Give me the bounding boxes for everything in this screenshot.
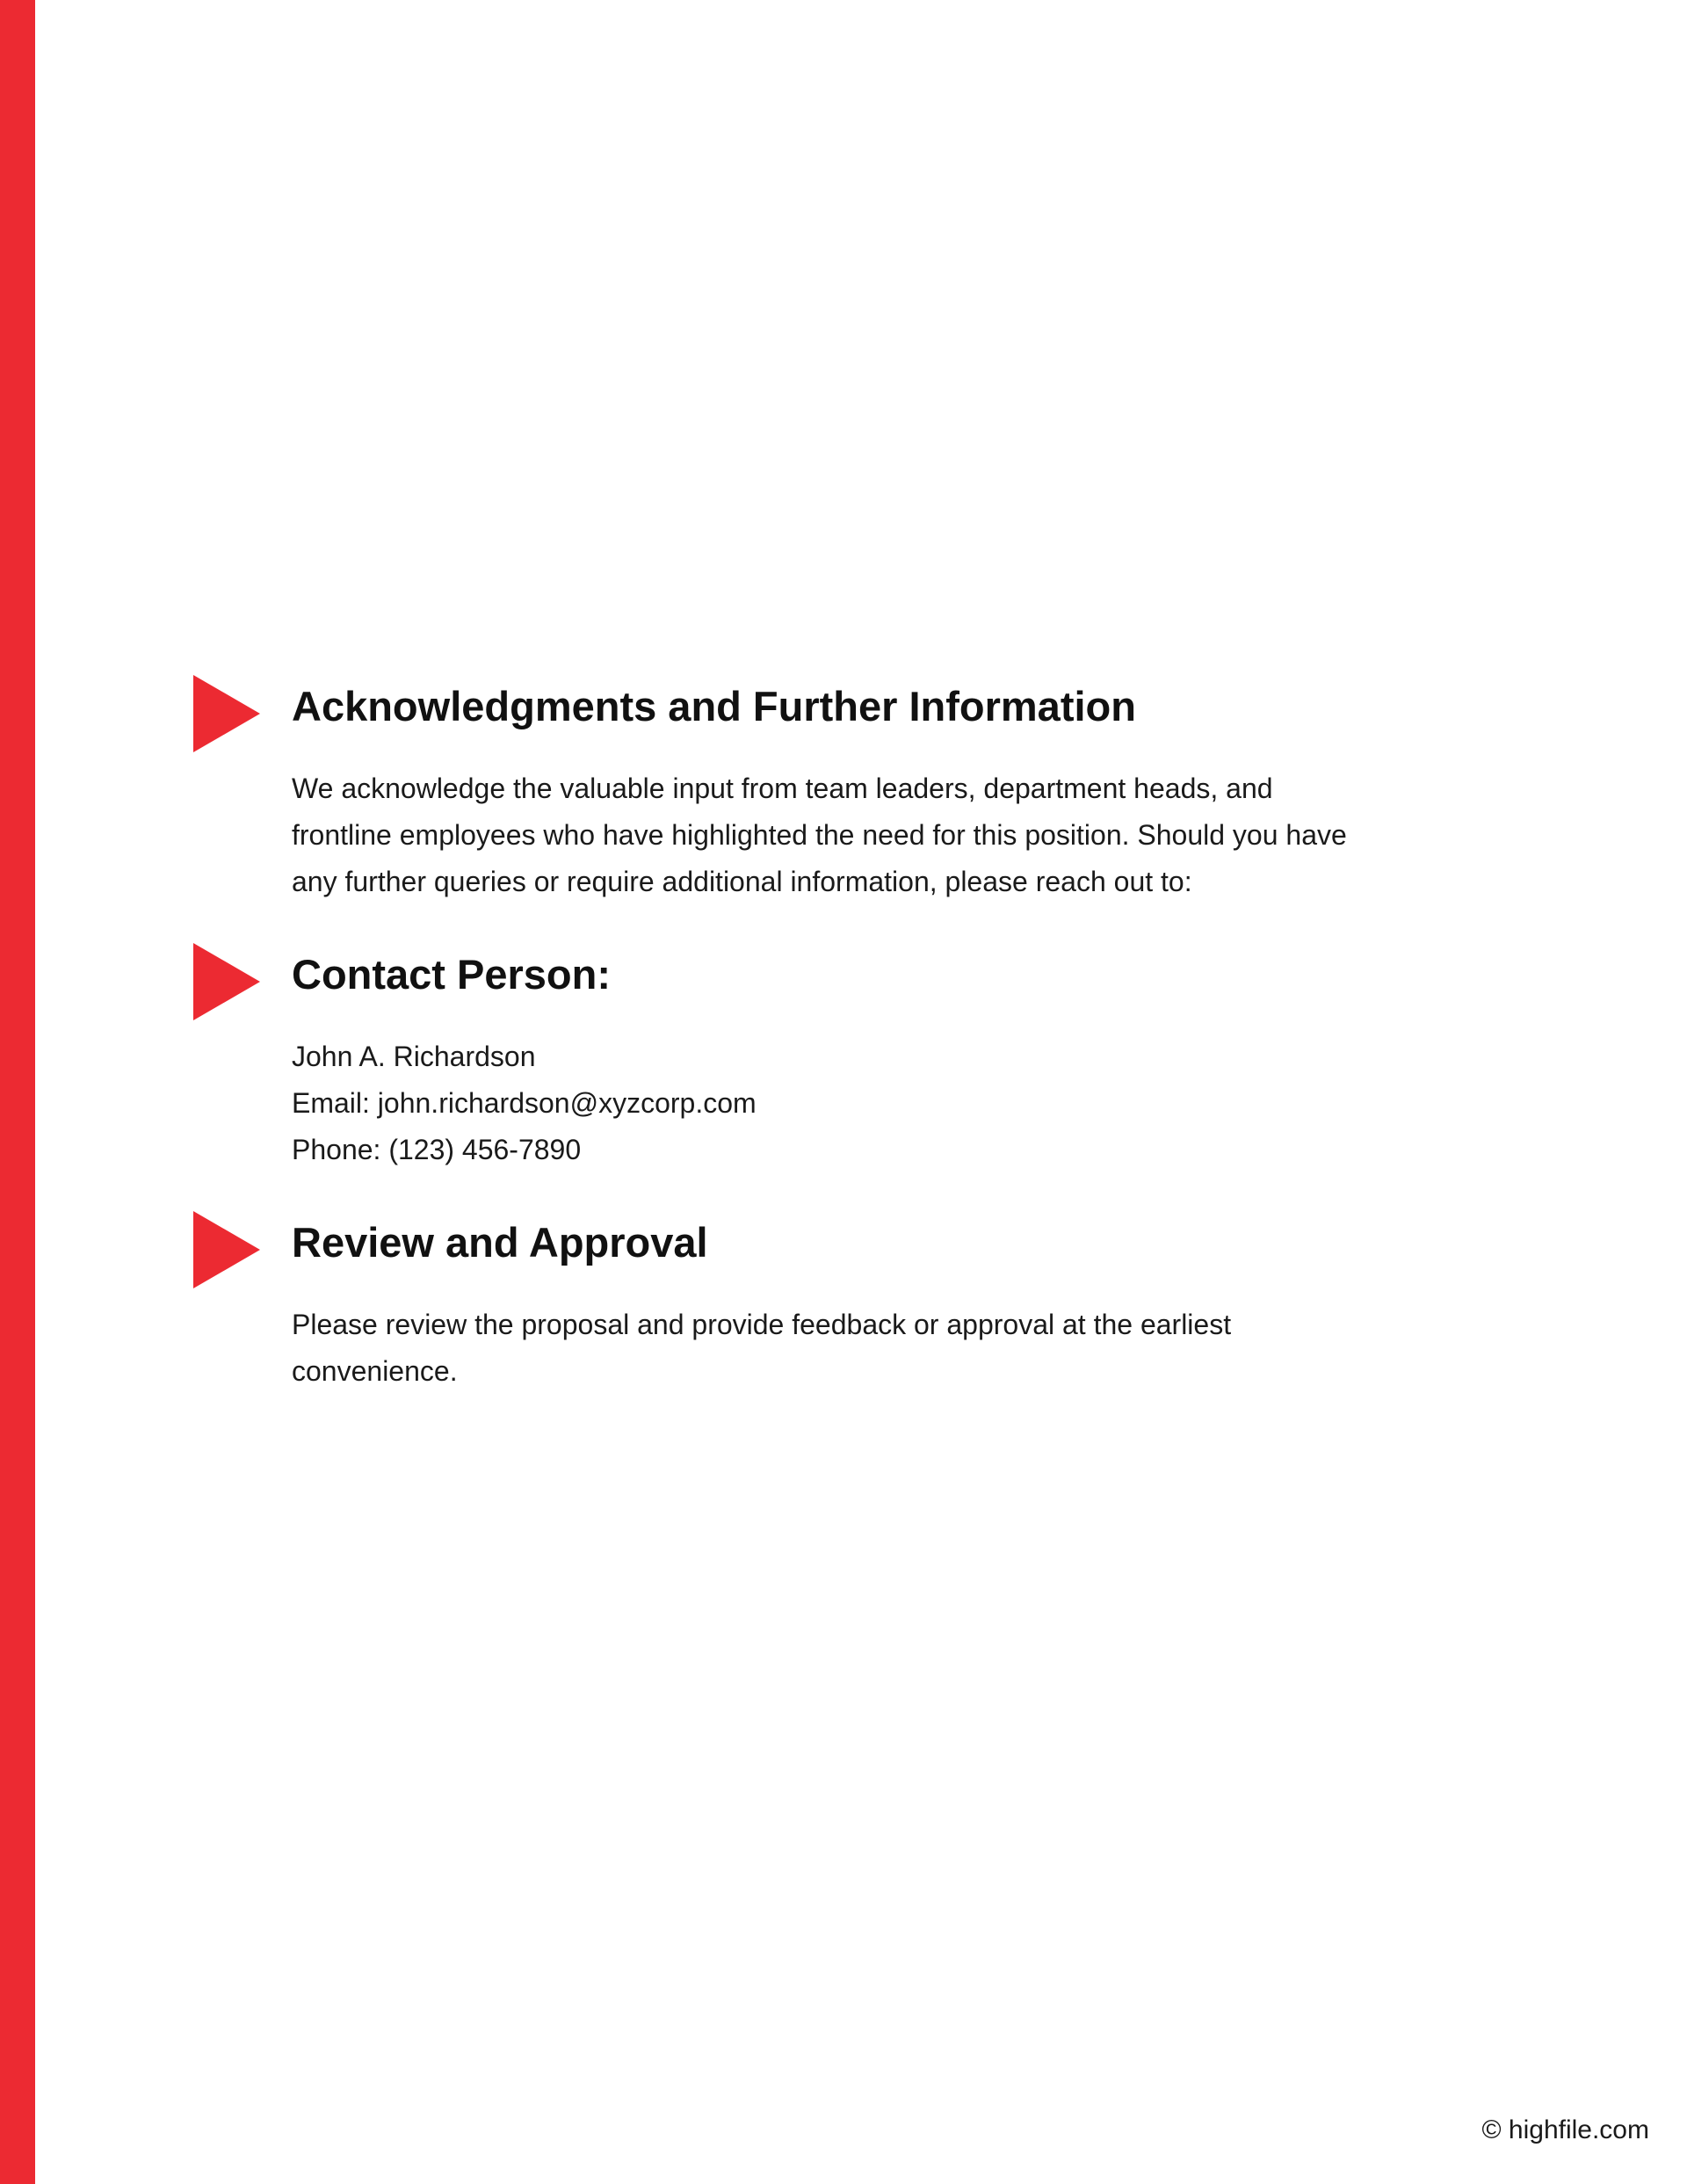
contact-name: John A. Richardson: [292, 1041, 536, 1072]
triangle-arrow-icon: [193, 1211, 260, 1288]
body-line: any further queries or require additional information, please reach out to:: [292, 866, 1192, 897]
contact-phone: Phone: (123) 456-7890: [292, 1134, 582, 1165]
section-body: [292, 765, 1469, 905]
triangle-arrow-icon: [193, 943, 260, 1020]
section-heading: Acknowledgments and Further Information: [292, 683, 1136, 729]
section-heading: Review and Approval: [292, 1219, 708, 1266]
section-heading: Contact Person:: [292, 951, 611, 998]
left-accent-bar: [0, 0, 35, 2184]
body-line: convenience.: [292, 1355, 458, 1387]
triangle-arrow-icon: [193, 675, 260, 752]
body-line: frontline employees who have highlighted the need for this position. Should you have: [292, 819, 1347, 851]
arrow-bullet-icon: [193, 943, 260, 1020]
arrow-bullet-icon: [193, 1211, 260, 1288]
contact-details: [292, 1034, 1469, 1173]
body-line: We acknowledge the valuable input from team leaders, department heads, and: [292, 773, 1273, 804]
arrow-bullet-icon: [193, 675, 260, 752]
contact-email: Email: john.richardson@xyzcorp.com: [292, 1087, 757, 1119]
section-body: [292, 1302, 1469, 1395]
body-line: Please review the proposal and provide feedback or approval at the earliest: [292, 1309, 1232, 1340]
footer-copyright: © highfile.com: [1481, 2115, 1649, 2144]
